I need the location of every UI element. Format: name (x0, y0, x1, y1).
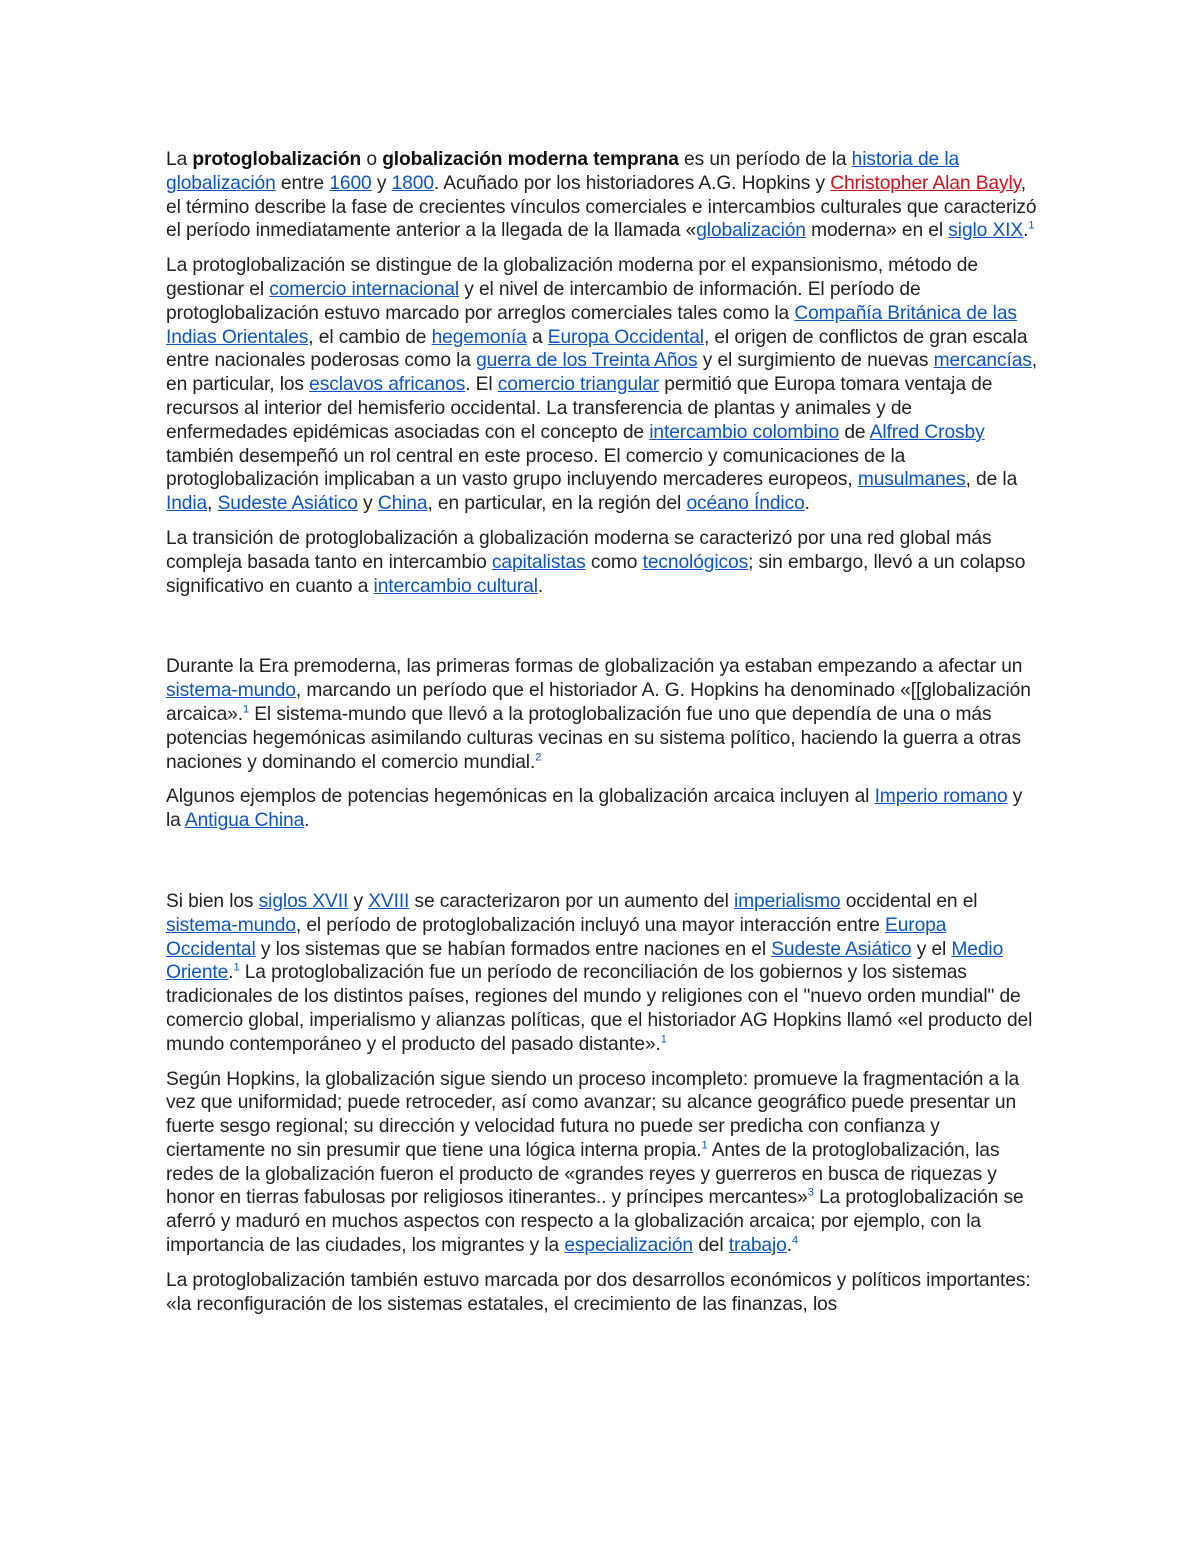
text: . (1023, 220, 1029, 242)
text: Durante la Era premoderna, las primeras formas de globalización ya estaban empezando a afectar un (166, 656, 1023, 678)
text: de (839, 421, 870, 443)
link-china[interactable]: China (377, 493, 428, 515)
link-xviii[interactable]: XVIII (368, 890, 410, 912)
bold-term: protoglobalización (192, 149, 362, 170)
link-1600[interactable]: 1600 (329, 172, 372, 194)
text: La protoglobalización se aferró y maduró en muchos aspectos con respecto a la globalización arcaica; por ejemplo, con la importancia de las ciudades, los migrantes y la (166, 1187, 1024, 1257)
paragraph-2 (166, 254, 1038, 516)
paragraph-8 (166, 1269, 1038, 1317)
text: y el surgimiento de nuevas (697, 350, 934, 372)
text: se caracterizaron por un aumento del (409, 890, 734, 912)
link-europa-occidental[interactable]: Europa Occidental (547, 326, 704, 348)
text: o (361, 149, 383, 170)
paragraph-4 (166, 655, 1038, 774)
text: entre (275, 172, 330, 194)
footnote-ref[interactable]: 3 (807, 1187, 814, 1200)
paragraph-1 (166, 148, 1038, 243)
link-mercancias[interactable]: mercancías (933, 350, 1032, 372)
link-sudeste-asiatico[interactable]: Sudeste Asiático (217, 493, 358, 515)
text: permitió que Europa tomara ventaja de recursos al interior del hemisferio occidental. La transferencia de plantas y animales y de enfermedades epidémicas asociadas con el concepto de (166, 374, 993, 443)
paragraph-7 (166, 1068, 1038, 1258)
text: moderna» en el (805, 220, 949, 242)
text: La transición de protoglobalización a globalización moderna se caracterizó por una red global más compleja basada tanto en intercambio (166, 527, 992, 573)
link-india[interactable]: India (166, 493, 208, 515)
link-imperio-romano[interactable]: Imperio romano (874, 786, 1008, 808)
text: también desempeñó un rol central en este proceso. El comercio y comunicaciones de la protoglobalización implicaban a un vasto grupo incluyendo mercaderes europeos, (166, 445, 906, 491)
link-sudeste-asiatico[interactable]: Sudeste Asiático (771, 938, 912, 960)
link-siglos-xvii[interactable]: siglos XVII (258, 890, 349, 912)
text: . Acuñado por los historiadores A.G. Hopkins y (433, 172, 831, 194)
text: , marcando un período que el historiador A. G. Hopkins ha denominado «[[globalización arcaica». (166, 680, 1031, 725)
text: y (348, 890, 369, 912)
link-alfred-crosby[interactable]: Alfred Crosby (869, 421, 985, 443)
text: , el cambio de (308, 326, 432, 348)
text: y (357, 493, 378, 515)
text: . El (465, 374, 498, 396)
text: , en particular, en la región del (427, 493, 687, 515)
link-comercio-triangular[interactable]: comercio triangular (497, 374, 660, 396)
link-antigua-china[interactable]: Antigua China (184, 810, 305, 832)
text: . (786, 1235, 792, 1257)
text: . (804, 493, 810, 515)
link-musulmanes[interactable]: musulmanes (857, 469, 966, 491)
text: y el (911, 938, 952, 960)
text: , el origen de conflictos de gran escala entre nacionales poderosas como la (166, 326, 1028, 372)
text: , el término describe la fase de crecientes vínculos comerciales e intercambios culturales que caracterizó el período inmediatamente anterior a la llegada de la llamada « (166, 172, 1037, 242)
link-globalizacion[interactable]: globalización (696, 220, 806, 242)
footnote-ref[interactable]: 2 (535, 751, 542, 764)
link-comercio-internacional[interactable]: comercio internacional (269, 278, 460, 300)
link-esclavos-africanos[interactable]: esclavos africanos (309, 374, 466, 396)
footnote-ref[interactable]: 1 (242, 703, 249, 716)
link-trabajo[interactable]: trabajo (728, 1235, 787, 1257)
paragraph-5 (166, 785, 1038, 833)
text: Antes de la protoglobalización, las redes de la globalización fueron el producto de «grandes reyes y guerreros en busca de riquezas y honor en tierras fabulosas por religiosos itinerantes.. y príncipes mercantes» (166, 1139, 1000, 1209)
text: La protoglobalización también estuvo marcada por dos desarrollos económicos y políticos importantes: «la reconfiguración de los sistemas estatales, el crecimiento de las finanzas, los (166, 1269, 1031, 1315)
link-siglo-xix[interactable]: siglo XIX (948, 220, 1024, 242)
link-guerra-treinta-anos[interactable]: guerra de los Treinta Años (476, 350, 698, 372)
link-compania-britanica[interactable]: Compañía Británica de las Indias Orientales (166, 302, 1017, 348)
text: occidental en el (840, 890, 978, 912)
text: y los sistemas que se habían formados entre naciones en el (255, 938, 772, 960)
link-intercambio-colombino[interactable]: intercambio colombino (649, 421, 840, 443)
text: La (166, 149, 193, 170)
text: y (371, 172, 392, 194)
link-hegemonia[interactable]: hegemonía (431, 326, 527, 348)
paragraph-3 (166, 527, 1038, 598)
link-sistema-mundo[interactable]: sistema-mundo (166, 914, 296, 936)
text: La protoglobalización fue un período de reconciliación de los gobiernos y los sistemas tradicionales de los distintos países, regiones del mundo y religiones con el "nuevo orden mundial" de comercio global, imperialismo y alianzas políticas, que el historiador AG Hopkins llamó «el producto del mundo contemporáneo y el producto del pasado distante». (166, 962, 1033, 1055)
link-europa-occidental[interactable]: Europa Occidental (166, 914, 947, 960)
footnote-ref[interactable]: 4 (791, 1234, 798, 1247)
section-gap (166, 844, 1038, 890)
link-sistema-mundo[interactable]: sistema-mundo (166, 680, 296, 702)
text: y el nivel de intercambio de información. El período de protoglobalización estuvo marcado por arreglos comerciales tales como la (166, 278, 921, 324)
text: Según Hopkins, la globalización sigue siendo un proceso incompleto: promueve la fragmentación a la vez que uniformidad; puede retroceder, así como avanzar; su alcance geográfico puede presentar un fuerte sesgo regional; su dirección y velocidad futura no puede ser predicha con confianza y ciertamente no sin presumir que tiene una lógica interna propia. (166, 1068, 1020, 1161)
link-imperialismo[interactable]: imperialismo (733, 890, 841, 912)
footnote-ref[interactable]: 1 (1028, 220, 1035, 232)
text: Algunos ejemplos de potencias hegemónicas en la globalización arcaica incluyen al (166, 786, 875, 808)
footnote-ref[interactable]: 1 (660, 1033, 667, 1046)
document-body (166, 148, 1038, 1327)
link-intercambio-cultural[interactable]: intercambio cultural (373, 575, 538, 597)
text: . (228, 962, 234, 984)
link-oceano-indico[interactable]: océano Índico (686, 493, 805, 515)
text: como (585, 551, 643, 573)
footnote-ref[interactable]: 1 (701, 1139, 708, 1152)
text: Si bien los (166, 890, 259, 912)
text: ; sin embargo, llevó a un colapso significativo en cuanto a (166, 551, 1026, 597)
text: . (537, 575, 544, 597)
text: a (526, 326, 548, 348)
text: es un período de la (678, 149, 852, 170)
link-capitalistas[interactable]: capitalistas (491, 551, 586, 573)
link-medio-oriente[interactable]: Medio Oriente (166, 938, 1004, 984)
text: , (207, 493, 218, 515)
text: La protoglobalización se distingue de la globalización moderna por el expansionismo, método de gestionar el (166, 255, 978, 300)
text: del (692, 1235, 729, 1257)
text: , de la (965, 469, 1018, 491)
footnote-ref[interactable]: 1 (233, 961, 240, 974)
text: , el período de protoglobalización incluyó una mayor interacción entre (295, 914, 886, 936)
link-1800[interactable]: 1800 (391, 172, 434, 194)
text: . (304, 810, 310, 832)
section-gap (166, 609, 1038, 655)
text: , en particular, los (166, 350, 1037, 396)
paragraph-6 (166, 890, 1038, 1057)
link-especializacion[interactable]: especialización (564, 1235, 693, 1257)
link-tecnologicos[interactable]: tecnológicos (642, 551, 749, 573)
link-christopher-alan-bayly[interactable]: Christopher Alan Bayly (830, 172, 1021, 194)
text: y la (166, 786, 1023, 832)
bold-term: globalización moderna temprana (382, 149, 679, 170)
text: El sistema-mundo que llevó a la protoglobalización fue uno que dependía de una o más potencias hegemónicas asimilando culturas vecinas en su sistema político, haciendo la guerra a otras naciones y dominando el comercio mundial. (166, 703, 1021, 773)
link-historia-globalizacion[interactable]: historia de la globalización (166, 149, 960, 194)
